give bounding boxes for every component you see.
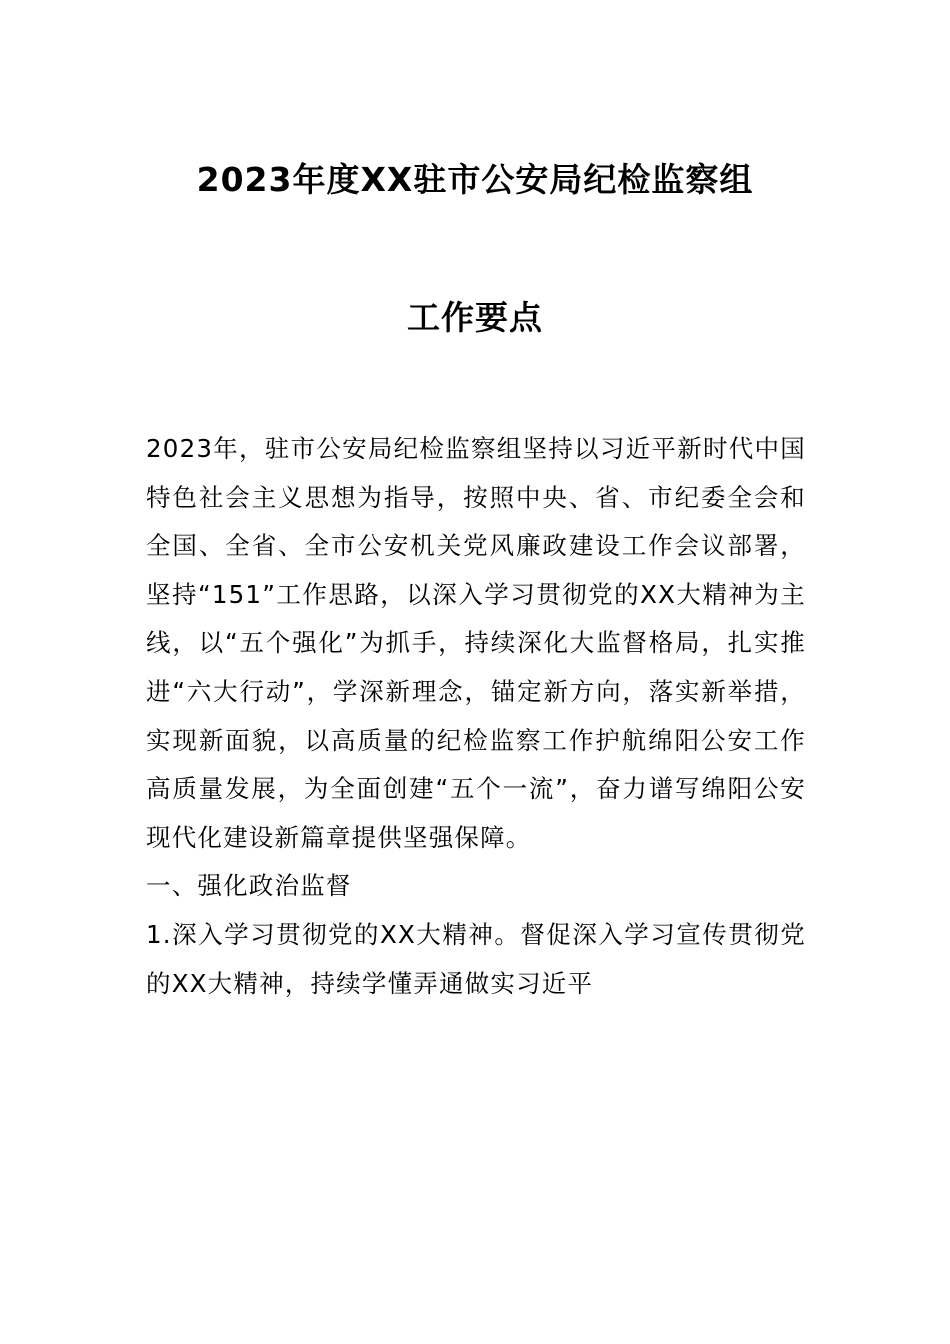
intro-paragraph: 2023年，驻市公安局纪检监察组坚持以习近平新时代中国特色社会主义思想为指导，按照中央、省、市纪委全会和全国、全省、全市公安机关党风廉政建设工作会议部署，坚持“151”工作思路，以深入学习贯彻党的XX大精神为主线，以“五个强化”为抓手，持续深化大监督格局，扎实推进“六大行动”，学深新理念，锚定新方向，落实新举措，实现新面貌，以高质量的纪检监察工作护航绵阳公安工作高质量发展，为全面创建“五个一流”，奋力谱写绵阳公安现代化建设新篇章提供坚强保障。	[146, 434, 806, 852]
document-title-line2: 工作要点	[407, 298, 543, 337]
document-title-line1: 2023年度XX驻市公安局纪检监察组	[196, 160, 754, 199]
section-heading: 一、强化政治监督	[146, 871, 352, 901]
document-body	[146, 425, 806, 1008]
item-paragraph: 1.深入学习贯彻党的XX大精神。督促深入学习宣传贯彻党的XX大精神，持续学懂弄通做实习近平	[146, 919, 806, 998]
